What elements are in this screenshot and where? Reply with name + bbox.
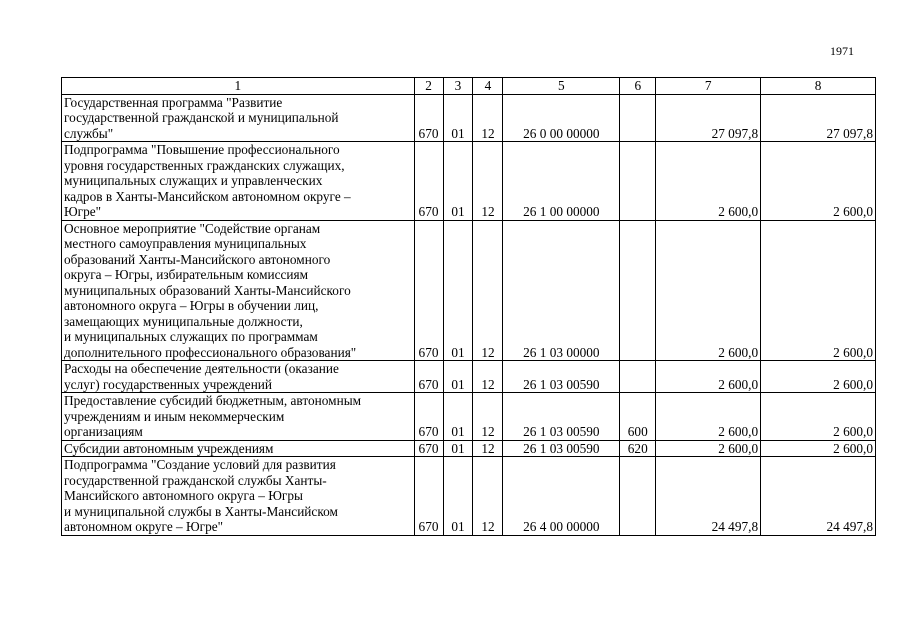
page-number: 1971 — [830, 44, 854, 58]
code-subsection-cell: 12 — [473, 361, 503, 393]
code-subsection-cell: 12 — [473, 457, 503, 536]
expense-type-cell: 620 — [620, 440, 656, 457]
code-admin-cell: 670 — [414, 457, 443, 536]
code-admin-cell: 670 — [414, 361, 443, 393]
table-row — [62, 361, 876, 393]
row-name-text: Подпрограмма "Создание условий для развития государственной гражданской службы Ханты- Мансийского автономного округа – Югры и муниципальной службы в Ханты-Мансийском автономном округе – Югре" — [64, 457, 338, 534]
header-cell-7: 7 — [656, 78, 761, 95]
code-section-cell: 01 — [443, 440, 473, 457]
row-name-text: Основное мероприятие "Содействие органам местного самоуправления муниципальных образований Ханты-Мансийского автономного округа – Югры, избирательным комиссиям муниципальных образований Ханты-Мансийского автономного округа – Югры в обучении лиц, замещающих муниципальные должности, и муниципальных служащих по программам дополнительного профессионального образования" — [64, 220, 357, 360]
target-article-cell: 26 1 03 00590 — [503, 393, 620, 441]
table-row — [62, 440, 876, 457]
table-row — [62, 220, 876, 361]
header-cell-5: 5 — [503, 78, 620, 95]
amount-year-2-cell: 2 600,0 — [761, 361, 876, 393]
table-row — [62, 142, 876, 221]
amount-year-2-cell: 2 600,0 — [761, 393, 876, 441]
amount-year-1-cell: 2 600,0 — [656, 440, 761, 457]
row-name-text: Субсидии автономным учреждениям — [64, 440, 274, 456]
code-section-cell: 01 — [443, 142, 473, 221]
header-cell-8: 8 — [761, 78, 876, 95]
header-cell-4: 4 — [473, 78, 503, 95]
code-subsection-cell: 12 — [473, 220, 503, 361]
code-admin-cell: 670 — [414, 94, 443, 142]
expense-type-cell — [620, 94, 656, 142]
code-subsection-cell: 12 — [473, 142, 503, 221]
table-body — [62, 78, 876, 536]
header-cell-2: 2 — [414, 78, 443, 95]
target-article-cell: 26 4 00 00000 — [503, 457, 620, 536]
row-name-cell — [62, 94, 415, 142]
header-cell-6: 6 — [620, 78, 656, 95]
row-name-cell — [62, 393, 415, 441]
code-section-cell: 01 — [443, 220, 473, 361]
expense-type-cell — [620, 457, 656, 536]
row-name-text: Государственная программа "Развитие государственной гражданской и муниципальной службы" — [64, 94, 339, 141]
expense-type-cell — [620, 142, 656, 221]
code-subsection-cell: 12 — [473, 440, 503, 457]
amount-year-2-cell: 27 097,8 — [761, 94, 876, 142]
code-admin-cell: 670 — [414, 142, 443, 221]
target-article-cell: 26 1 00 00000 — [503, 142, 620, 221]
amount-year-2-cell: 24 497,8 — [761, 457, 876, 536]
budget-table — [61, 77, 876, 536]
amount-year-1-cell: 2 600,0 — [656, 220, 761, 361]
row-name-cell — [62, 440, 415, 457]
code-admin-cell: 670 — [414, 393, 443, 441]
amount-year-1-cell: 24 497,8 — [656, 457, 761, 536]
amount-year-1-cell: 2 600,0 — [656, 361, 761, 393]
code-section-cell: 01 — [443, 457, 473, 536]
table-row — [62, 393, 876, 441]
amount-year-1-cell: 2 600,0 — [656, 142, 761, 221]
amount-year-2-cell: 2 600,0 — [761, 142, 876, 221]
row-name-cell — [62, 457, 415, 536]
header-cell-1: 1 — [62, 78, 415, 95]
target-article-cell: 26 1 03 00590 — [503, 361, 620, 393]
code-admin-cell: 670 — [414, 440, 443, 457]
code-admin-cell: 670 — [414, 220, 443, 361]
code-section-cell: 01 — [443, 393, 473, 441]
amount-year-2-cell: 2 600,0 — [761, 440, 876, 457]
expense-type-cell — [620, 361, 656, 393]
header-cell-3: 3 — [443, 78, 473, 95]
code-subsection-cell: 12 — [473, 393, 503, 441]
amount-year-1-cell: 27 097,8 — [656, 94, 761, 142]
amount-year-1-cell: 2 600,0 — [656, 393, 761, 441]
code-subsection-cell: 12 — [473, 94, 503, 142]
row-name-text: Расходы на обеспечение деятельности (оказание услуг) государственных учреждений — [64, 361, 339, 392]
target-article-cell: 26 0 00 00000 — [503, 94, 620, 142]
row-name-cell — [62, 142, 415, 221]
table-row — [62, 457, 876, 536]
code-section-cell: 01 — [443, 361, 473, 393]
row-name-text: Предоставление субсидий бюджетным, автономным учреждениям и иным некоммерческим организациям — [64, 393, 362, 439]
code-section-cell: 01 — [443, 94, 473, 142]
target-article-cell: 26 1 03 00000 — [503, 220, 620, 361]
target-article-cell: 26 1 03 00590 — [503, 440, 620, 457]
amount-year-2-cell: 2 600,0 — [761, 220, 876, 361]
table-row — [62, 94, 876, 142]
expense-type-cell — [620, 220, 656, 361]
row-name-cell — [62, 361, 415, 393]
header-row — [62, 78, 876, 95]
row-name-cell — [62, 220, 415, 361]
row-name-text: Подпрограмма "Повышение профессионального уровня государственных гражданских служащих, муниципальных служащих и управленческих кадров в Ханты-Мансийском автономном округе – Югре" — [64, 142, 351, 219]
expense-type-cell: 600 — [620, 393, 656, 441]
